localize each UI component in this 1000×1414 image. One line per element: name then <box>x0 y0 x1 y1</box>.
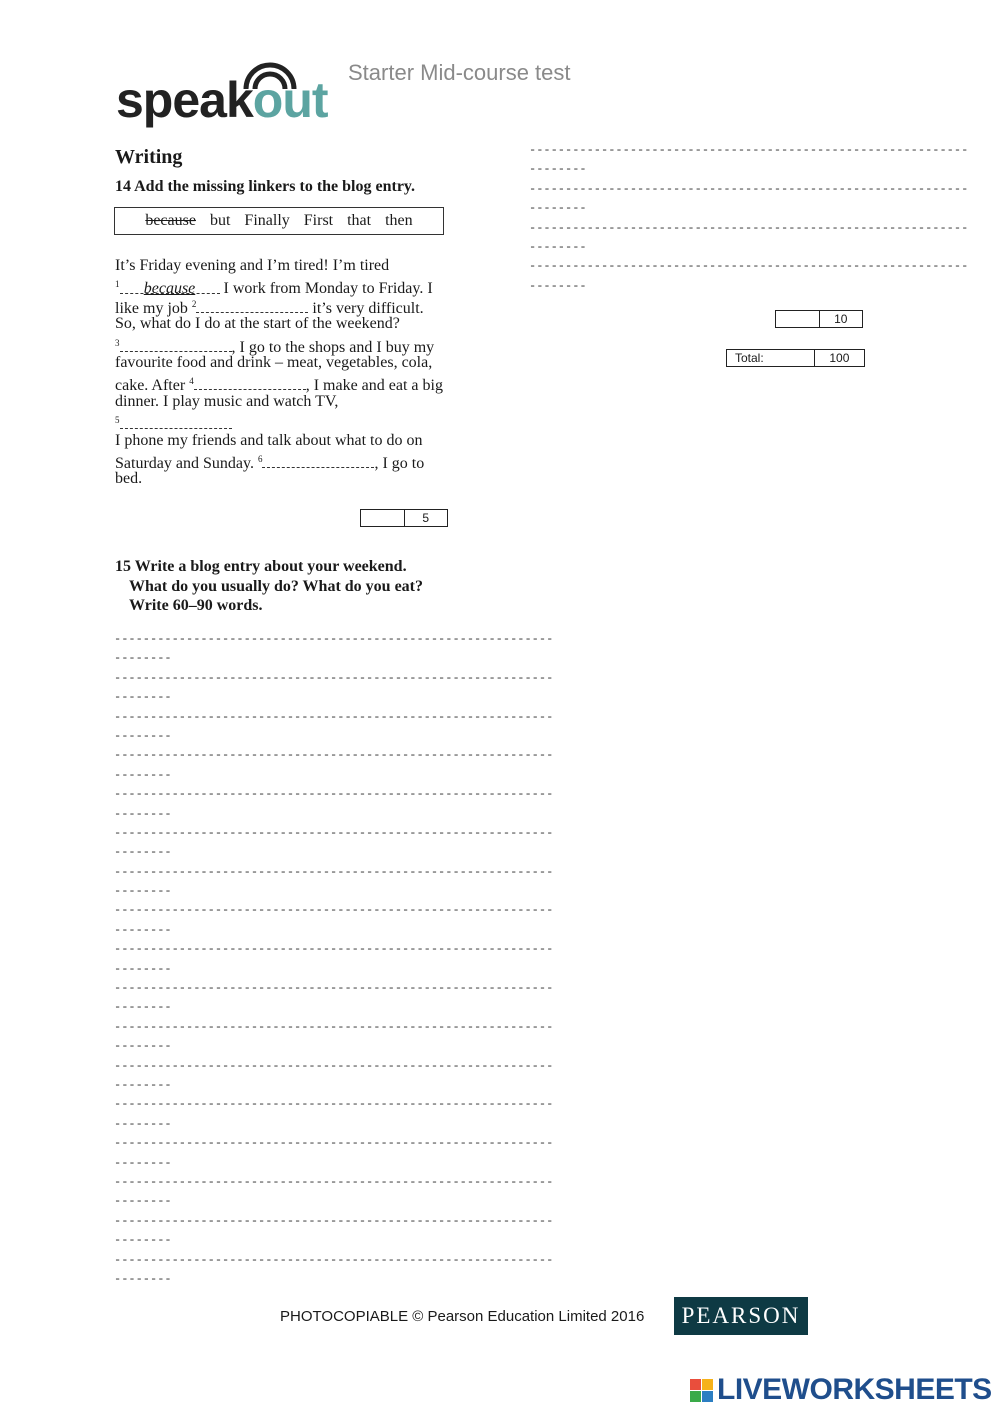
writing-line[interactable]: ------------------------------------------------------------- <box>529 259 969 274</box>
gap-6-input[interactable] <box>262 453 374 468</box>
blog-text-fragment: Saturday and Sunday. <box>115 454 258 472</box>
blog-line: favourite food and drink – meat, vegetables, cola, <box>115 353 433 371</box>
writing-line[interactable]: ------------------------------------------------------------- <box>114 981 554 996</box>
writing-line[interactable]: ------------------------------------------------------------- <box>114 1019 554 1034</box>
task-15-title-line: 15 Write a blog entry about your weekend. <box>115 558 407 575</box>
blog-text-fragment: , I go to the shops and I buy my <box>231 338 435 356</box>
writing-line[interactable]: ------------------------------------------------------------- <box>114 709 554 724</box>
liveworksheets-wordmark: LIVEWORKSHEETS <box>717 1373 992 1406</box>
blog-line <box>115 334 465 356</box>
writing-line-continuation[interactable]: -------- <box>114 922 172 937</box>
blog-line <box>115 411 465 430</box>
blog-text-fragment: , I make and eat a big <box>305 377 443 395</box>
writing-line[interactable]: ------------------------------------------------------------- <box>114 1213 554 1228</box>
writing-line[interactable]: ------------------------------------------------------------- <box>114 670 554 685</box>
writing-line-continuation[interactable]: -------- <box>114 1077 172 1092</box>
writing-line[interactable]: ------------------------------------------------------------- <box>114 632 554 646</box>
word-box <box>114 207 444 235</box>
liveworksheets-icon <box>690 1379 713 1402</box>
task-15-title-line: Write 60–90 words. <box>129 597 263 614</box>
test-title: Starter Mid-course test <box>348 60 571 85</box>
writing-line-continuation[interactable]: -------- <box>114 1000 172 1015</box>
writing-line-continuation[interactable]: -------- <box>114 1155 172 1170</box>
score-earned[interactable] <box>776 311 819 327</box>
writing-line[interactable]: ------------------------------------------------------------- <box>529 143 969 157</box>
writing-line[interactable]: ------------------------------------------------------------- <box>114 787 554 802</box>
example-answer: because <box>143 280 196 298</box>
gap-1-answer[interactable] <box>120 279 220 298</box>
writing-line[interactable]: ------------------------------------------------------------- <box>529 220 969 235</box>
writing-line[interactable]: ------------------------------------------------------------- <box>114 748 554 763</box>
writing-line[interactable]: ------------------------------------------------------------- <box>114 903 554 918</box>
gap-2-input[interactable] <box>196 298 308 313</box>
writing-line-continuation[interactable]: -------- <box>114 728 172 743</box>
total-label: Total: <box>735 351 764 365</box>
blog-text-fragment: , I go to <box>374 454 425 472</box>
writing-line[interactable]: ------------------------------------------------------------- <box>114 1097 554 1112</box>
gap-number: 2 <box>191 298 197 309</box>
word-option: then <box>385 212 413 229</box>
liveworksheets-logo <box>690 1374 992 1406</box>
score-earned[interactable] <box>361 510 404 526</box>
gap-number: 1 <box>115 279 120 290</box>
writing-line[interactable]: ------------------------------------------------------------- <box>114 1174 554 1189</box>
writing-line-continuation[interactable]: -------- <box>114 690 172 705</box>
writing-line[interactable]: ------------------------------------------------------------- <box>529 181 969 196</box>
writing-line-continuation[interactable]: -------- <box>114 1116 172 1131</box>
blog-line <box>115 295 465 317</box>
writing-area-left[interactable] <box>114 630 554 1289</box>
task-15-title-line: What do you usually do? What do you eat? <box>129 577 423 595</box>
blog-text-fragment: like my job <box>115 299 192 317</box>
total-max: 100 <box>814 350 864 366</box>
task-14-title: 14 Add the missing linkers to the blog entry. <box>115 178 416 195</box>
blog-line <box>115 275 465 298</box>
task-14-score-box <box>360 509 448 527</box>
blog-line <box>115 372 465 395</box>
writing-area-right[interactable] <box>529 141 969 296</box>
writing-line-continuation[interactable]: -------- <box>114 845 172 860</box>
gap-number: 3 <box>115 337 120 348</box>
writing-line-continuation[interactable]: -------- <box>114 1039 172 1054</box>
blog-text-fragment: cake. After <box>115 377 190 395</box>
writing-line-continuation[interactable]: -------- <box>114 1194 172 1209</box>
writing-line[interactable]: ------------------------------------------------------------- <box>114 864 554 879</box>
blog-entry-text <box>115 256 465 489</box>
blog-line: I phone my friends and talk about what to do on <box>115 431 423 449</box>
blog-text-fragment: it’s very difficult. <box>308 299 424 317</box>
gap-number: 5 <box>115 415 120 426</box>
word-option: that <box>347 212 372 229</box>
writing-line-continuation[interactable]: -------- <box>529 162 587 177</box>
word-option: Finally <box>244 212 290 229</box>
task-15-title <box>115 557 423 616</box>
writing-line-continuation[interactable]: -------- <box>114 767 172 782</box>
word-option: First <box>303 212 334 229</box>
writing-line[interactable]: ------------------------------------------------------------- <box>114 1252 554 1267</box>
blog-text-fragment: I work from Monday to Friday. I <box>219 280 433 298</box>
writing-line-continuation[interactable]: -------- <box>114 884 172 899</box>
score-max: 10 <box>819 311 863 327</box>
writing-line[interactable]: ------------------------------------------------------------- <box>114 825 554 840</box>
writing-line[interactable]: ------------------------------------------------------------- <box>114 1136 554 1151</box>
blog-line <box>115 450 465 472</box>
blog-line: dinner. I play music and watch TV, <box>115 392 339 410</box>
task-15-score-box <box>775 310 863 328</box>
pearson-logo: PEARSON <box>674 1297 808 1335</box>
word-option: but <box>209 212 231 229</box>
word-option: because <box>145 212 196 229</box>
blog-line: bed. <box>115 470 143 488</box>
speakout-logo <box>116 62 338 132</box>
writing-line-continuation[interactable]: -------- <box>529 239 587 254</box>
writing-line-continuation[interactable]: -------- <box>114 961 172 976</box>
gap-number: 6 <box>257 453 263 464</box>
blog-line: So, what do I do at the start of the weekend? <box>115 315 400 333</box>
writing-line-continuation[interactable]: -------- <box>114 1233 172 1248</box>
score-max: 5 <box>404 510 448 526</box>
writing-line-continuation[interactable]: -------- <box>114 806 172 821</box>
writing-line-continuation[interactable]: -------- <box>529 278 587 293</box>
blog-line: It’s Friday evening and I’m tired! I’m tired <box>115 257 390 274</box>
writing-line[interactable]: ------------------------------------------------------------- <box>114 942 554 957</box>
gap-number: 4 <box>189 376 194 387</box>
section-heading: Writing <box>115 146 183 168</box>
total-score-box <box>726 349 865 367</box>
gap-4-input[interactable] <box>194 375 306 390</box>
copyright-notice: PHOTOCOPIABLE © Pearson Education Limited 2016 <box>280 1308 645 1325</box>
logo-wordmark: speakout <box>116 72 328 128</box>
gap-3-input[interactable] <box>120 337 232 352</box>
writing-line[interactable]: ------------------------------------------------------------- <box>114 1058 554 1073</box>
gap-5-input[interactable] <box>120 414 232 429</box>
writing-line-continuation[interactable]: -------- <box>529 201 587 216</box>
writing-line-continuation[interactable]: -------- <box>114 1271 172 1286</box>
writing-line-continuation[interactable]: -------- <box>114 651 172 666</box>
